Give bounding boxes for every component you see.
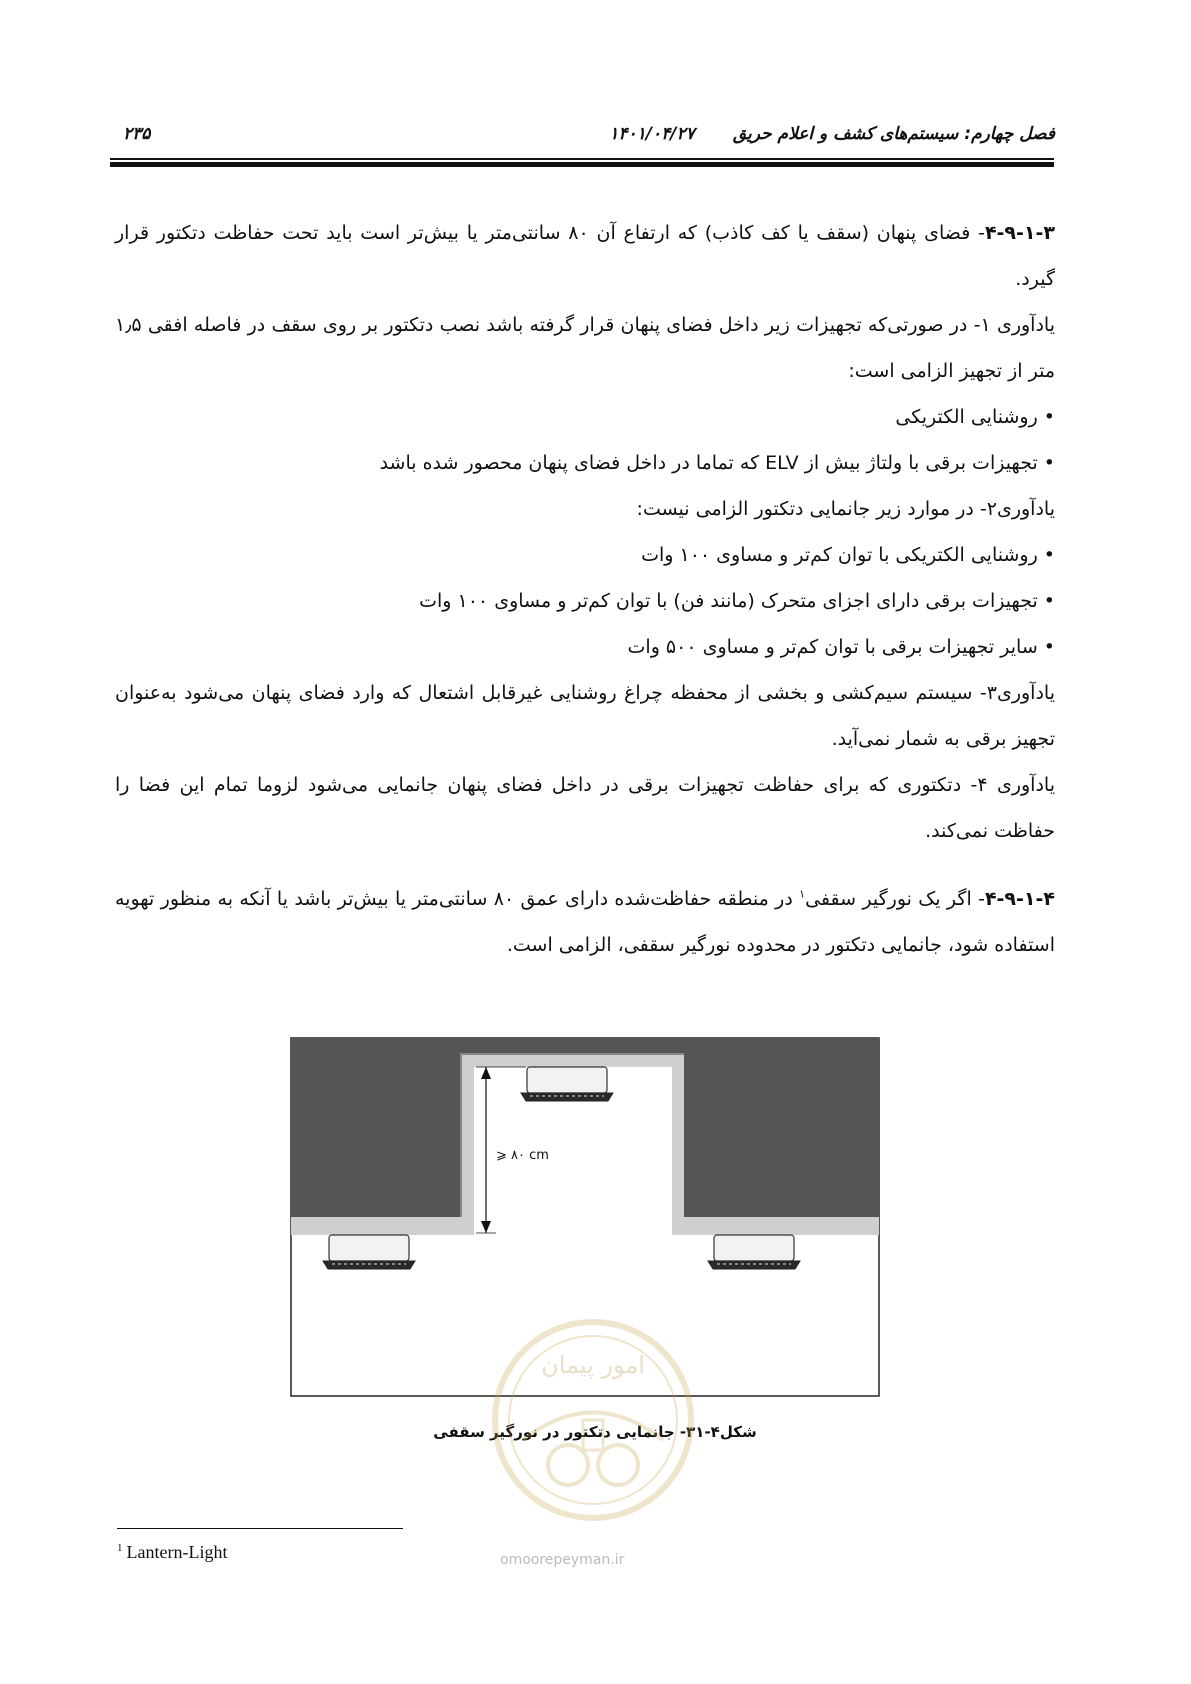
watermark-seal [488,1315,698,1525]
figure-caption: شکل۴-۳۱- جانمایی دتکتور در نورگیر سقفی [433,1423,757,1441]
header-rule-thick [110,162,1054,167]
lantern-wall-left [462,1055,474,1235]
footnote-mark: 1 [117,1542,123,1554]
note-1: یادآوری ۱- در صورتی‌که تجهیزات زیر داخل فضای پنهان قرار گرفته باشد نصب دتکتور بر روی سقف در فاصله افقی ۱٫۵ متر از تجهیز الزامی است: [115,314,1055,382]
clause-text: - فضای پنهان (سقف یا کف کاذب) که ارتفاع آن ۸۰ سانتی‌متر یا بیش‌تر است باید تحت حفاظت دتکتور قرار گیرد. [115,222,1055,290]
list-item: • تجهیزات برقی با ولتاژ بیش از ELV که تماما در داخل فضای پنهان محصور شده باشد [115,440,1055,486]
clause-4-9-1-3 [115,210,1055,302]
detector-left [323,1235,415,1269]
note-2-list [115,532,1055,670]
footnote [117,1542,227,1563]
clause-number: ۴-۹-۱-۴ [984,888,1055,910]
clause-text: - اگر یک نورگیر سقفی [805,888,985,910]
page-header [117,118,1055,148]
lantern-top [462,1055,684,1067]
note-3: یادآوری۳- سیستم سیم‌کشی و بخشی از محفظه چراغ روشنایی غیرقابل اشتعال که وارد فضای پنهان می‌شود به‌عنوان تجهیز برقی به شمار نمی‌آید. [115,682,1055,750]
page-number: ۲۳۵ [123,124,151,144]
footnote-reference: ۱ [799,887,806,901]
clause-text-continued: در منطقه حفاظت‌شده دارای عمق ۸۰ سانتی‌متر یا بیش‌تر باشد یا آنکه به منظور تهویه استفاده شود، جانمایی دتکتور در محدوده نورگیر سقفی، الزامی است. [115,888,1055,956]
list-item: • روشنایی الکتریکی با توان کم‌تر و مساوی ۱۰۰ وات [115,532,1055,578]
note-1-list [115,394,1055,486]
watermark-text: امور پیمان [541,1351,645,1379]
footnote-text: Lantern-Light [126,1542,228,1562]
list-item: • سایر تجهیزات برقی با توان کم‌تر و مساوی ۵۰۰ وات [115,624,1055,670]
header-date: ۱۴۰۱/۰۴/۲۷ [609,124,695,144]
clause-number: ۴-۹-۱-۳ [984,222,1055,244]
detector-right [708,1235,800,1269]
dimension-label: ⩾ ۸۰ cm [496,1148,549,1163]
list-item: • روشنایی الکتریکی [115,394,1055,440]
clause-4-9-1-4 [115,876,1055,968]
watermark-url: omoorepeyman.ir [500,1552,625,1568]
note-4: یادآوری ۴- دتکتوری که برای حفاظت تجهیزات برقی در داخل فضای پنهان جانمایی می‌شود لزوما تمام این فضا را حفاظت نمی‌کند. [115,774,1055,842]
body-text [115,210,1055,968]
note-2: یادآوری۲- در موارد زیر جانمایی دتکتور الزامی نیست: [636,498,1055,520]
chapter-title: فصل چهارم: سیستم‌های کشف و اعلام حریق [732,124,1055,144]
ceiling-soffit-left [291,1217,470,1235]
footnote-rule [117,1528,403,1529]
header-rule-thin [110,158,1054,160]
list-item: • تجهیزات برقی دارای اجزای متحرک (مانند فن) با توان کم‌تر و مساوی ۱۰۰ وات [115,578,1055,624]
ceiling-soffit-right [674,1217,879,1235]
lantern-wall-right [672,1055,684,1235]
detector-top [521,1067,613,1101]
